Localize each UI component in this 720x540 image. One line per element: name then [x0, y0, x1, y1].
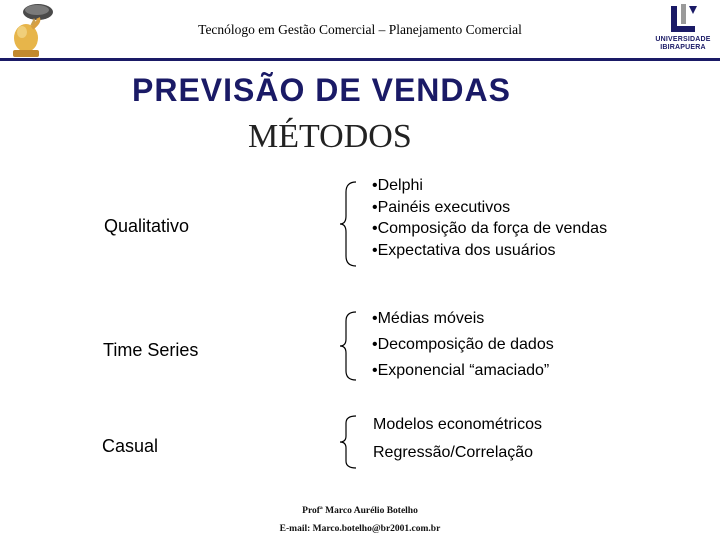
list-item: •Médias móveis [372, 310, 485, 327]
brace-icon-casual [338, 414, 360, 470]
slide-title: PREVISÃO DE VENDAS [132, 72, 511, 108]
brace-icon-qualitativo [338, 180, 360, 268]
brace-icon-time-series [338, 310, 360, 382]
university-name-line1: UNIVERSIDADE [655, 36, 711, 43]
list-item: •Decomposição de dados [372, 336, 554, 353]
list-item: •Painéis executivos [372, 198, 511, 216]
category-label-casual: Casual [102, 436, 159, 456]
university-emblem-icon [663, 2, 703, 36]
item-list-qualitativo [372, 175, 607, 261]
item-list-casual [373, 411, 542, 467]
list-item: Modelos econométricos [373, 416, 542, 433]
list-item: •Exponencial “amaciado” [372, 362, 550, 379]
category-label-qualitativo: Qualitativo [104, 216, 190, 236]
header-title: Tecnólogo em Gestão Comercial – Planejamento Comercial [198, 22, 522, 37]
list-item: •Expectativa dos usuários [372, 241, 556, 259]
item-list-time-series [372, 306, 554, 384]
list-item: •Delphi [372, 177, 423, 194]
category-label-time-series: Time Series [103, 340, 199, 360]
footer-email: E-mail: Marco.botelho@br2001.com.br [279, 524, 441, 534]
list-item: Regressão/Correlação [373, 444, 534, 461]
slide-subtitle: MÉTODOS [248, 118, 412, 155]
header-divider [0, 58, 720, 61]
university-logo [648, 2, 718, 58]
list-item: •Composição da força de vendas [372, 220, 608, 237]
footer-author: Profª Marco Aurélio Botelho [302, 506, 418, 516]
university-name-line2: IBIRAPUERA [660, 44, 706, 51]
footer [0, 502, 720, 538]
